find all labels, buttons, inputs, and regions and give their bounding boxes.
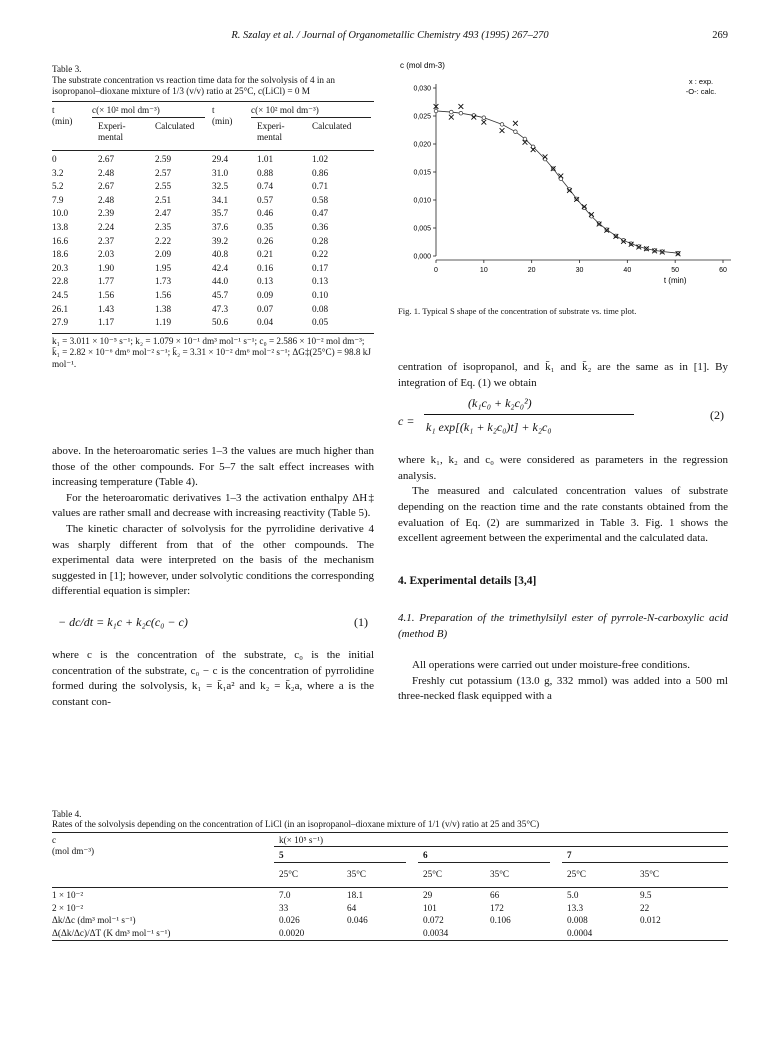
table-cell: 0.26 [257, 235, 274, 246]
exp-point [481, 120, 486, 125]
t4-temp-3: 25°C [423, 869, 442, 879]
right-paragraph-4: All operations were carried out under moisture-free conditions. [412, 658, 690, 671]
table-cell: 50.6 [212, 317, 229, 328]
x-tick-label: 20 [527, 267, 536, 274]
t4-compound-6: 6 [423, 850, 428, 860]
table-cell: 1.38 [155, 303, 172, 314]
t4-compound-5: 5 [279, 850, 284, 860]
table-cell: 2.55 [155, 181, 172, 192]
table-4-header [52, 833, 728, 887]
table-cell: 1.19 [155, 317, 172, 328]
header-c-left: c(× 10² mol dm⁻³) [92, 105, 160, 116]
table-cell: 22 [640, 902, 650, 913]
table-cell: 2.39 [98, 208, 115, 219]
table-cell: 45.7 [212, 290, 229, 301]
table-row [52, 276, 374, 290]
table-cell: 1.73 [155, 276, 172, 287]
legend-entry: -O-: calc. [685, 87, 717, 96]
table-3-caption: The substrate concentration vs reaction time data for the solvolysis of 4 in an isopropanol–dioxane mixture of 1/3 (v/v) ratio at 25°C, c(LiCl) = 0 M [52, 75, 335, 97]
table-cell: 1.95 [155, 262, 172, 273]
table-4 [52, 809, 728, 941]
table-cell: 5.2 [52, 181, 64, 192]
header-calc-right: Calculated [312, 121, 352, 132]
legend-entry: x : exp. [688, 77, 714, 86]
table-cell: 2.51 [155, 194, 172, 205]
table-cell: 2.09 [155, 249, 172, 260]
equation-2-number: (2) [710, 408, 724, 423]
table-row [52, 928, 728, 941]
table-cell: 0.13 [312, 276, 329, 287]
table-cell: 34.1 [212, 194, 229, 205]
table-cell: 0.16 [257, 262, 274, 273]
right-column [398, 360, 728, 705]
table-cell: 66 [490, 890, 500, 900]
header-calc-left: Calculated [155, 121, 195, 132]
table-cell: 1.01 [257, 154, 274, 165]
right-paragraph-2: where k₁, k₂ and c₀ were considered as parameters in the regression analysis. [398, 454, 728, 482]
table-cell: 42.4 [212, 262, 229, 273]
y-tick-label: 0,015 [413, 169, 431, 177]
table-row [52, 181, 374, 195]
table-cell: 1.56 [155, 290, 172, 301]
table-cell: 2.57 [155, 167, 172, 178]
table-cell: 32.5 [212, 181, 229, 192]
figure-1-chart [398, 58, 738, 304]
table-row [52, 304, 374, 318]
table-cell: 0.10 [312, 290, 329, 301]
exp-point [513, 121, 518, 126]
table-cell: 0.0034 [423, 927, 449, 938]
t4-temp-2: 35°C [347, 869, 366, 879]
table-cell: 7.0 [279, 890, 291, 900]
table-row [52, 249, 374, 263]
equation-1-block [52, 604, 374, 644]
header-exp-left: Experi- [98, 121, 126, 132]
header-min-right: (min) [212, 116, 233, 127]
y-tick-label: 0,000 [413, 253, 431, 261]
t4-header-unit: (mol dm⁻³) [52, 846, 95, 856]
equation-2-denominator: k₁ exp[(k₁ + k₂c₀)t] + k₂c₀ [426, 420, 552, 435]
table-cell: 27.9 [52, 317, 69, 328]
table-cell: 16.6 [52, 235, 69, 246]
table-cell: 0.046 [347, 915, 368, 926]
equation-1-number: (1) [354, 615, 368, 630]
table-cell: 0.46 [257, 208, 274, 219]
table-cell: 0.072 [423, 915, 444, 926]
table-row [52, 290, 374, 304]
table-cell: 2.03 [98, 249, 115, 260]
table-cell: 39.2 [212, 235, 229, 246]
table-cell: 0.47 [312, 208, 329, 219]
table-cell: 0.88 [257, 167, 274, 178]
table-cell: 0.57 [257, 194, 274, 205]
table-cell: 0.08 [312, 303, 329, 314]
table-3-body [52, 151, 374, 331]
t4-temp-5: 25°C [567, 869, 586, 879]
table-row [52, 890, 728, 903]
equation-2-block [398, 395, 728, 447]
table-cell: 1.43 [98, 303, 115, 314]
t4-temp-6: 35°C [640, 869, 659, 879]
table-cell: 3.2 [52, 167, 64, 178]
table-cell: 18.6 [52, 249, 69, 260]
table-cell: 0.36 [312, 222, 329, 233]
x-tick-label: 30 [575, 267, 584, 274]
table-3-footnote-2: k̄₁ = 2.82 × 10⁻⁶ dm⁶ mol⁻² s⁻¹; k̄₂ = 3.31 × 10⁻² dm⁶ mol⁻² s⁻¹; ΔG‡(25°C) = 98.8 kJ mol⁻¹. [52, 347, 371, 369]
table-cell: 0.026 [279, 915, 300, 926]
table-cell: 20.3 [52, 262, 69, 273]
table-cell: 13.3 [567, 902, 584, 913]
calc-point [523, 137, 527, 141]
t4-temp-1: 25°C [279, 869, 298, 879]
header-min: (min) [52, 116, 73, 127]
table-cell: 0.17 [312, 262, 329, 273]
table-3-header [52, 102, 374, 150]
figure-1-caption: Fig. 1. Typical S shape of the concentration of substrate vs. time plot. [398, 306, 637, 316]
table-row [52, 208, 374, 222]
t4-header-c: c [52, 835, 57, 845]
table-cell: 35.7 [212, 208, 229, 219]
table-cell: 0.13 [257, 276, 274, 287]
table-3-label: Table 3. [52, 64, 82, 74]
table-cell: Δk/Δc (dm³ mol⁻¹ s⁻¹) [52, 915, 136, 926]
exp-point [449, 115, 454, 120]
x-tick-label: 10 [479, 267, 488, 274]
table-cell: 29.4 [212, 154, 229, 165]
table-cell: 1.56 [98, 290, 115, 301]
table-cell: 1.17 [98, 317, 115, 328]
table-cell: 2.67 [98, 154, 115, 165]
table-row [52, 317, 374, 331]
y-tick-label: 0,030 [413, 85, 431, 93]
table-cell: 172 [490, 902, 504, 913]
table-cell: 47.3 [212, 303, 229, 314]
y-tick-label: 0,025 [413, 113, 431, 121]
calc-point [459, 111, 463, 115]
equation-2-numerator: (k₁c₀ + k₂c₀²) [468, 396, 532, 411]
table-cell: 29 [423, 890, 433, 900]
table-cell: Δ(Δk/Δc)/ΔT (K dm³ mol⁻¹ s⁻¹) [52, 927, 171, 938]
table-cell: 1 × 10⁻² [52, 890, 84, 900]
table-row [52, 168, 374, 182]
table-cell: 2.24 [98, 222, 115, 233]
equation-2-lhs: c = [398, 414, 415, 429]
table-3-footnote [52, 336, 374, 371]
page-number: 269 [712, 30, 728, 41]
table-cell: 0.008 [567, 915, 588, 926]
table-cell: 10.0 [52, 208, 69, 219]
header-c-right: c(× 10² mol dm⁻³) [251, 105, 319, 116]
x-tick-label: 40 [623, 267, 632, 274]
table-cell: 37.6 [212, 222, 229, 233]
left-paragraph-4: where c is the concentration of the substrate, c₀ is the initial concentration of the substrate, c₀ − c is the concentration of pyrrolidine formed during the solvolysis, k₁ = k̄₁a² and k₂ = k̄₂a, where a is the constant con- [52, 649, 374, 708]
table-cell: 0.07 [257, 303, 274, 314]
table-cell: 0.012 [640, 915, 661, 926]
right-paragraph-5: Freshly cut potassium (13.0 g, 332 mmol) was added into a 500 ml three-necked flask equipped with a [398, 674, 728, 703]
table-cell: 2.37 [98, 235, 115, 246]
table-cell: 0 [52, 154, 57, 165]
left-paragraph-3: The kinetic character of solvolysis for the pyrrolidine derivative 4 was sharply different from that of the other compounds. The experimental data were interpreted on the basis of the mechanism suggested in [1]; however, under solvolytic conditions the corresponding differential equation is simpler: [52, 523, 374, 598]
exp-point [500, 128, 505, 133]
table-cell: 0.0020 [279, 927, 305, 938]
right-paragraph-1: centration of isopropanol, and k̄₁ and k̄₂ are the same as in [1]. By integration of Eq. (1) we obtain [398, 361, 728, 389]
left-paragraph-1: above. In the heteroaromatic series 1–3 the values are much higher than those of the other compounds. For 5–7 the salt effect increases with increasing temperature (Table 4). [52, 445, 374, 489]
x-tick-label: 60 [719, 267, 727, 274]
table-cell: 0.86 [312, 167, 329, 178]
table-row [52, 154, 374, 168]
left-paragraph-2: For the heteroaromatic derivatives 1–3 the activation enthalpy ΔH‡ values are rather small and decrease with increasing reactivity (Table 5). [52, 491, 374, 520]
table-3 [52, 64, 374, 370]
table-3-caption-block [52, 64, 374, 97]
table-cell: 1.02 [312, 154, 329, 165]
table-row [52, 236, 374, 250]
table-cell: 33 [279, 902, 289, 913]
table-cell: 1.77 [98, 276, 115, 287]
table-4-label: Table 4. [52, 809, 82, 819]
table-cell: 0.35 [257, 222, 274, 233]
table-row [52, 903, 728, 916]
table-cell: 44.0 [212, 276, 229, 287]
table-cell: 2.22 [155, 235, 172, 246]
header-t-right: t [212, 105, 215, 116]
calc-point [450, 110, 454, 114]
y-tick-label: 0,010 [413, 197, 431, 205]
table-cell: 101 [423, 902, 437, 913]
calc-point [434, 109, 438, 113]
table-cell: 2.47 [155, 208, 172, 219]
y-axis-label: c (mol dm-3) [400, 61, 445, 70]
table-cell: 2 × 10⁻² [52, 902, 84, 913]
table-row [52, 195, 374, 209]
table-cell: 0.106 [490, 915, 511, 926]
table-cell: 64 [347, 902, 357, 913]
table-cell: 31.0 [212, 167, 229, 178]
table-3-footnote-1: k₁ = 3.011 × 10⁻⁵ s⁻¹; k₂ = 1.079 × 10⁻¹ dm³ mol⁻¹ s⁻¹; c₀ = 2.586 × 10⁻² mol dm⁻³; [52, 335, 365, 346]
running-title: R. Szalay et al. / Journal of Organometallic Chemistry 493 (1995) 267–270 [231, 30, 549, 41]
t4-header-k: k(× 10⁵ s⁻¹) [279, 835, 324, 845]
calc-point [514, 130, 518, 134]
table-cell: 2.48 [98, 167, 115, 178]
table-row [52, 915, 728, 928]
y-tick-label: 0,005 [413, 225, 431, 233]
table-cell: 40.8 [212, 249, 229, 260]
table-row [52, 222, 374, 236]
table-cell: 2.48 [98, 194, 115, 205]
table-cell: 2.59 [155, 154, 172, 165]
table-cell: 0.04 [257, 317, 274, 328]
table-cell: 18.1 [347, 890, 364, 900]
header-t: t [52, 105, 55, 116]
table-4-body [52, 888, 728, 940]
table-cell: 0.71 [312, 181, 329, 192]
calc-point [482, 116, 486, 120]
left-column [52, 444, 374, 711]
table-cell: 9.5 [640, 890, 652, 900]
table-cell: 0.22 [312, 249, 329, 260]
header-exp2-right: mental [257, 132, 283, 143]
table-cell: 0.28 [312, 235, 329, 246]
t4-compound-7: 7 [567, 850, 572, 860]
table-cell: 0.74 [257, 181, 274, 192]
subsection-heading: 4.1. Preparation of the trimethylsilyl ester of pyrrole-N-carboxylic acid (method B) [398, 612, 728, 640]
header-exp-right: Experi- [257, 121, 285, 132]
table-cell: 26.1 [52, 303, 69, 314]
t4-temp-4: 35°C [490, 869, 509, 879]
table-4-caption: Rates of the solvolysis depending on the concentration of LiCl (in an isopropanol–dioxane mixture of 1/1 (v/v) ratio at 25 and 35°C) [52, 819, 540, 829]
table-cell: 24.5 [52, 290, 69, 301]
table-cell: 1.90 [98, 262, 115, 273]
table-cell: 22.8 [52, 276, 69, 287]
table-cell: 0.09 [257, 290, 274, 301]
section-heading: 4. Experimental details [3,4] [398, 574, 537, 587]
table-row [52, 263, 374, 277]
table-cell: 0.0004 [567, 927, 593, 938]
table-cell: 0.05 [312, 317, 329, 328]
right-paragraph-3: The measured and calculated concentration values of substrate depending on the reaction time and the rate constants obtained from the evaluation of Eq. (2) are summarized in Table 3. Fig. 1 shows the excellent agreement between the experimental and the calculated data. [398, 485, 728, 545]
calc-series-line [436, 111, 678, 253]
table-cell: 13.8 [52, 222, 69, 233]
table-cell: 7.9 [52, 194, 64, 205]
x-axis-label: t (min) [663, 276, 687, 285]
exp-point [458, 104, 463, 109]
table-cell: 0.21 [257, 249, 274, 260]
table-cell: 2.35 [155, 222, 172, 233]
calc-point [500, 123, 504, 127]
table-cell: 5.0 [567, 890, 579, 900]
table-cell: 2.67 [98, 181, 115, 192]
x-tick-label: 0 [434, 267, 438, 274]
equation-1: − dc/dt = k₁c + k₂c(c₀ − c) [58, 615, 188, 630]
x-tick-label: 50 [671, 267, 680, 274]
table-cell: 0.58 [312, 194, 329, 205]
header-exp2-left: mental [98, 132, 124, 143]
y-tick-label: 0,020 [413, 141, 431, 149]
